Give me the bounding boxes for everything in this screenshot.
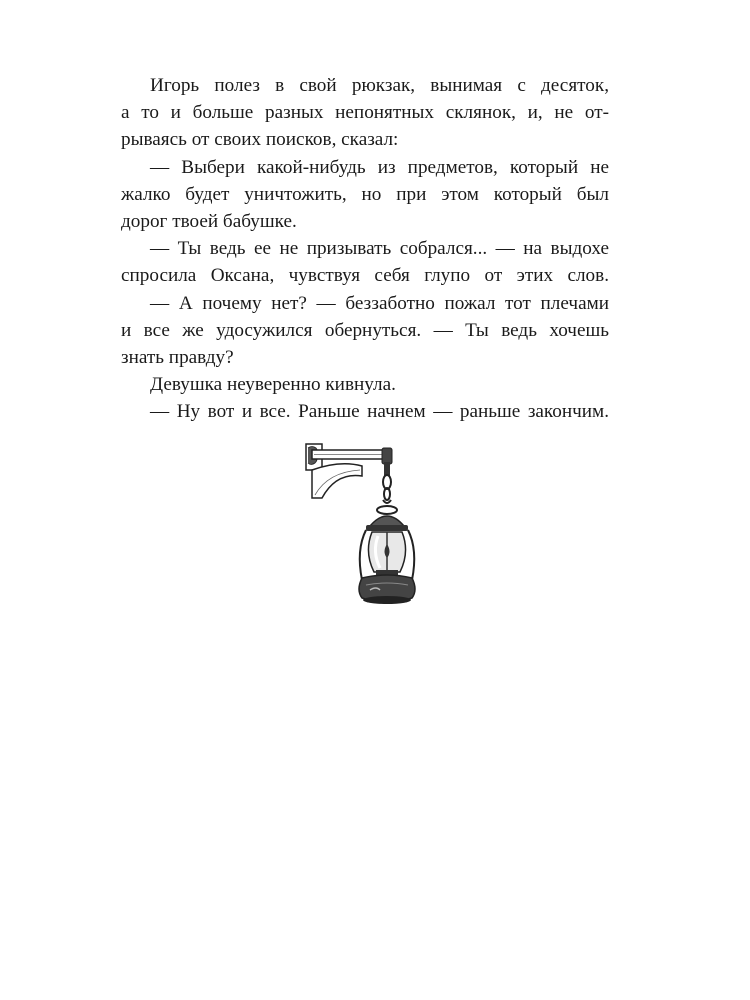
text-line: рываясь от своих поисков, сказал: [121,129,399,151]
text-line: и все же удосужился обернуться. — Ты ведь хочешь [121,319,609,341]
text-line: — А почему нет? — беззаботно пожал тот плечами [150,292,609,314]
text-line: знать правду? [121,346,234,368]
text-line: — Выбери какой-нибудь из предметов, который не [150,156,609,178]
text-line: — Ты ведь ее не призывать собрался... — на выдохе [150,238,609,260]
text-line: Игорь полез в свой рюкзак, вынимая с десяток, [150,75,609,96]
hanging-lantern-icon [300,440,430,610]
text-line: Девушка неуверенно кивнула. [150,374,396,396]
text-line: дорог твоей бабушке. [121,210,297,232]
text-line: спросила Оксана, чувствуя себя глупо от этих слов. [121,265,609,287]
text-line: а то и больше разных непонятных склянок, и, не от- [121,102,609,124]
text-line: — Ну вот и все. Раньше начнем — раньше закончим. [150,401,609,423]
body-text [121,72,609,425]
text-line: жалко будет уничтожить, но при этом который был [121,183,609,205]
